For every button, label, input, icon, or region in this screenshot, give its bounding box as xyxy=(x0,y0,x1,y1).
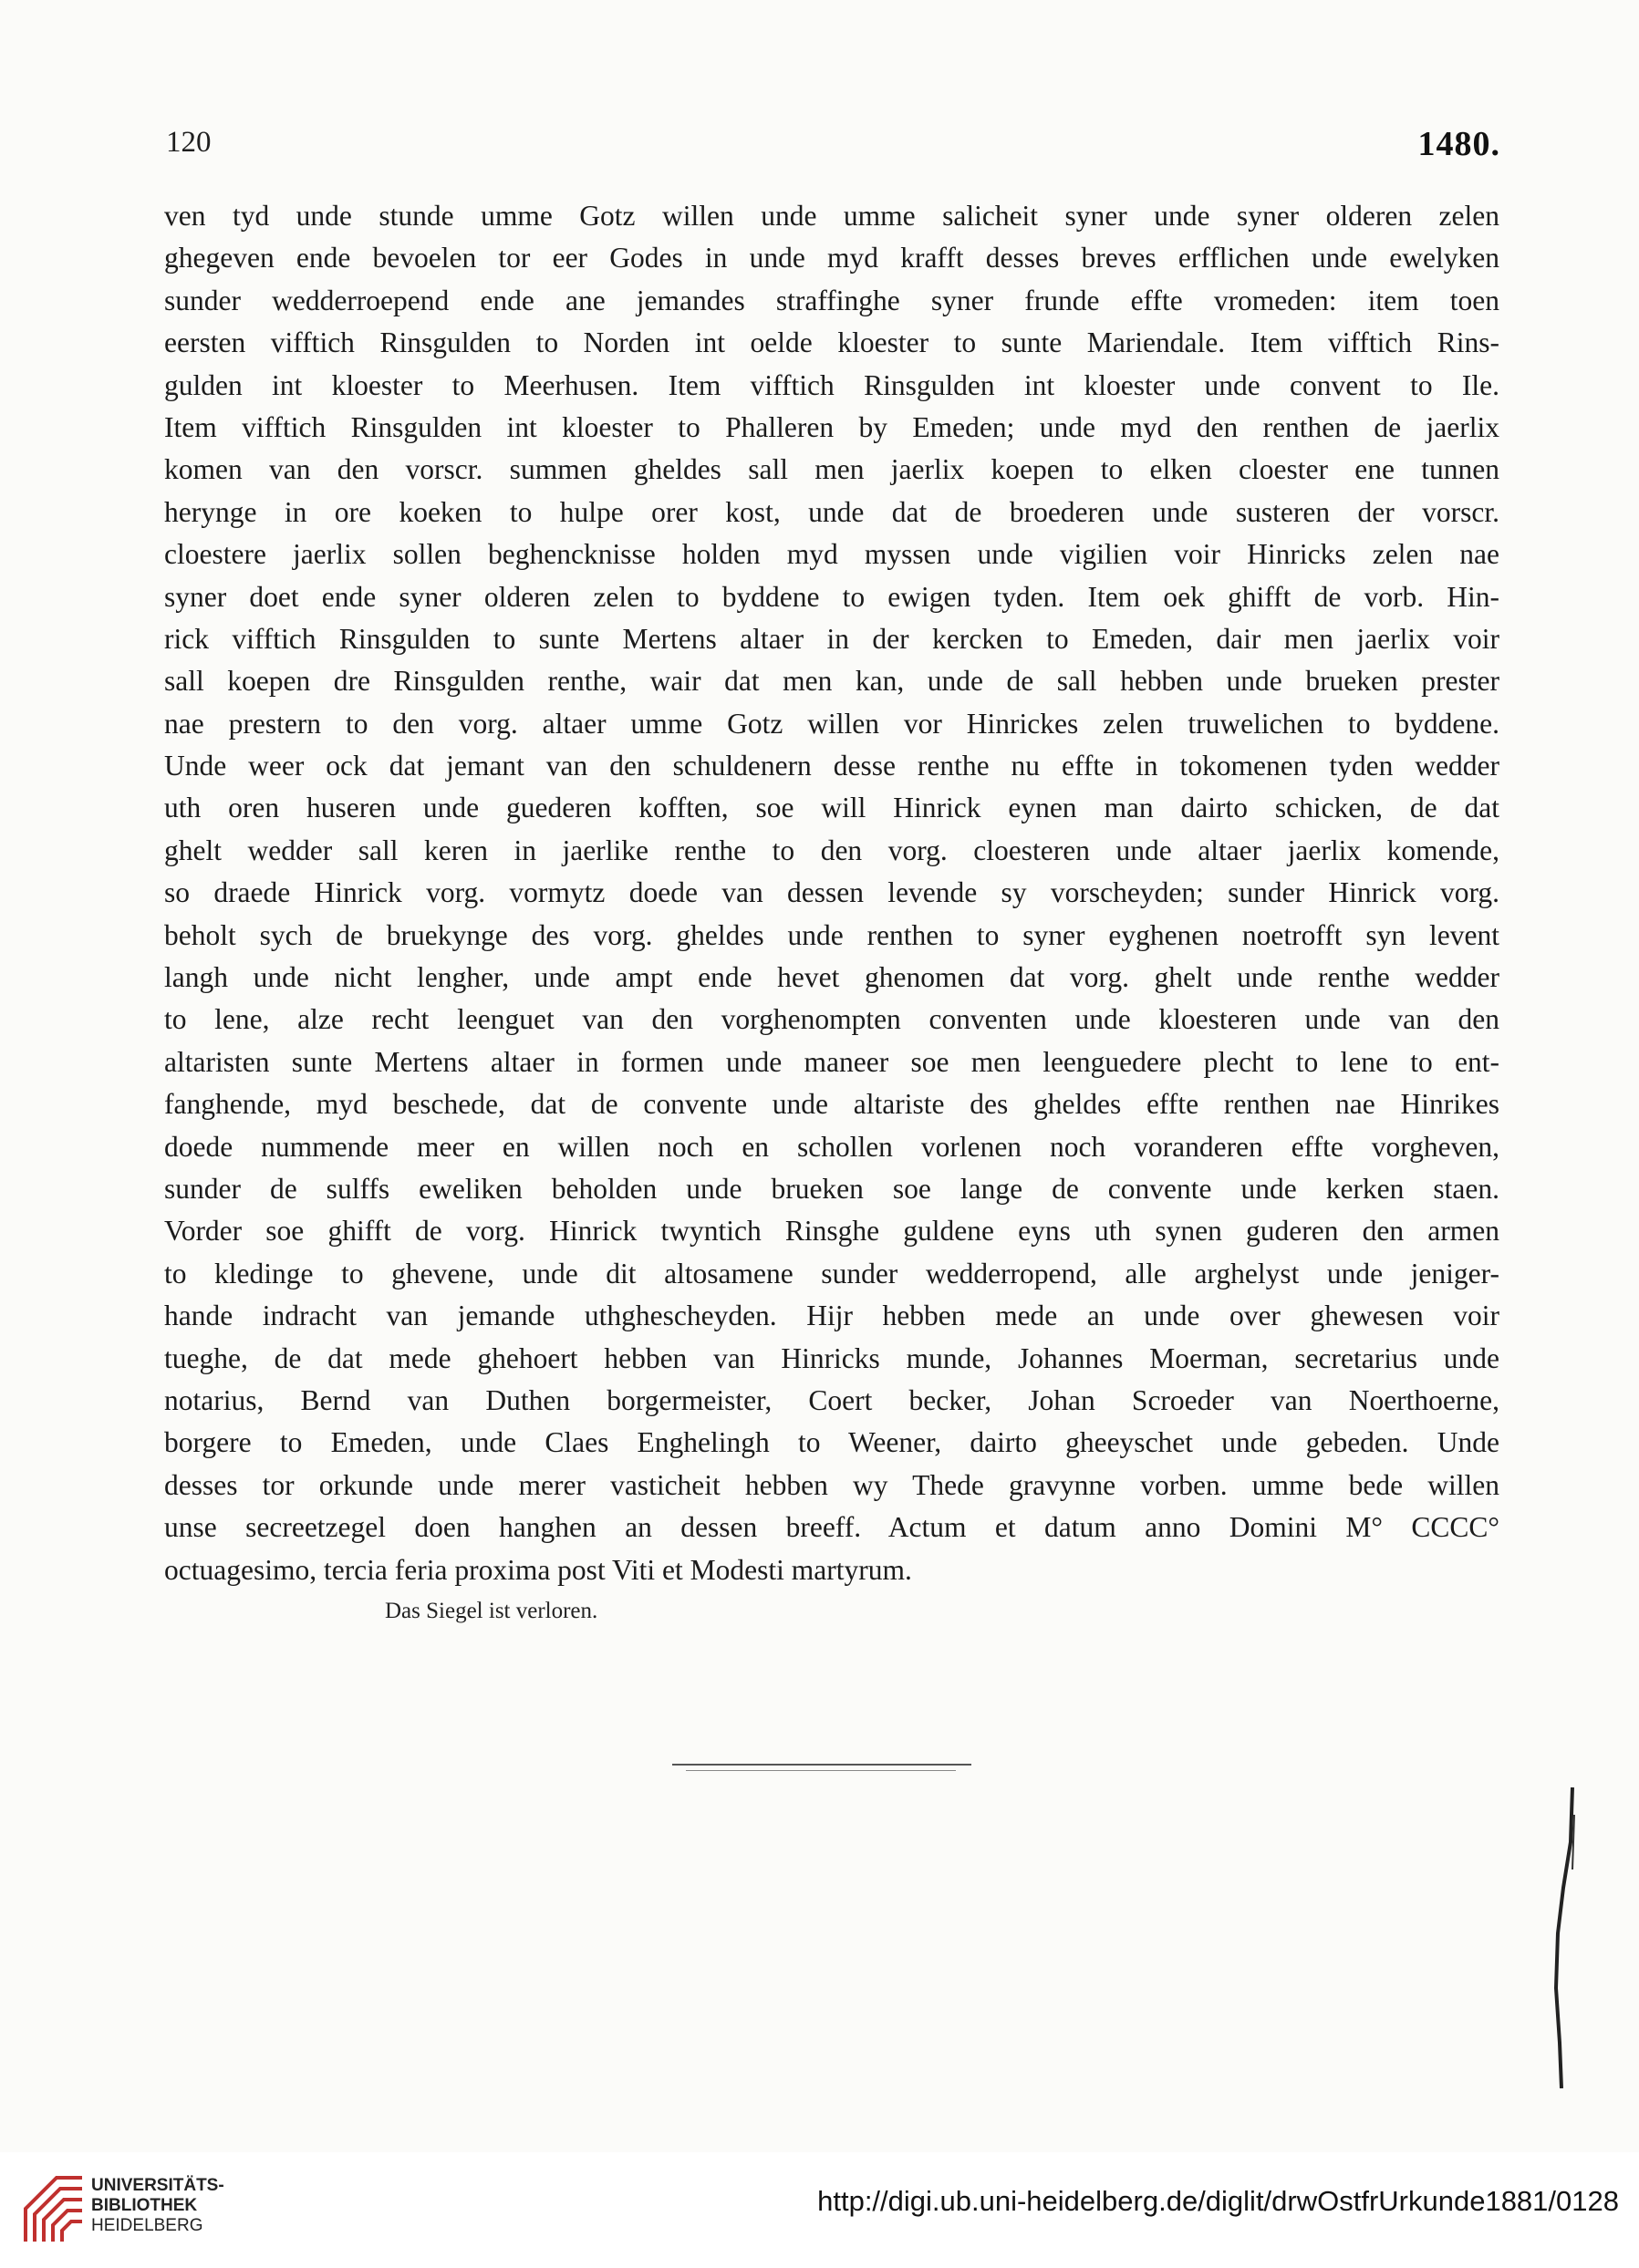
text-line: hande indracht van jemande uthghescheyden. Hijr hebben mede an unde over ghewesen voir xyxy=(164,1300,1499,1332)
text-line: Vorder soe ghifft de vorg. Hinrick twyntich Rinsghe guldene eyns uth synen guderen den armen xyxy=(164,1215,1499,1248)
library-name-line: BIBLIOTHEK xyxy=(91,2196,198,2215)
closing-rule-thin xyxy=(686,1770,956,1771)
page-number: 120 xyxy=(166,126,212,159)
text-line: ghegeven ende bevoelen tor eer Godes in unde myd krafft desses breves erfflichen unde ewelyken xyxy=(164,242,1499,274)
text-line: cloestere jaerlix sollen beghencknisse holden myd myssen unde vigilien voir Hinricks zelen nae xyxy=(164,538,1499,571)
text-line: rick vifftich Rinsgulden to sunte Mertens altaer in der kercken to Emeden, dair men jaerlix voir xyxy=(164,622,1499,655)
text-line: desses tor orkunde unde merer vasticheit hebben wy Thede gravynne vorben. umme bede willen xyxy=(164,1468,1499,1501)
text-line: doede nummende meer en willen noch en schollen vorlenen noch voranderen effte vorgheven, xyxy=(164,1130,1499,1163)
text-line: borgere to Emeden, unde Claes Enghelingh to Weener, dairto gheeyschet unde gebeden. Unde xyxy=(164,1426,1499,1459)
text-line: beholt sych de bruekynge des vorg. gheldes unde renthen to syner eyghenen noetrofft syn levent xyxy=(164,918,1499,951)
text-line: unse secreetzegel doen hanghen an dessen breeff. Actum et datum anno Domini M° CCCC° xyxy=(164,1511,1499,1544)
text-line: Unde weer ock dat jemant van den schuldenern desse renthe nu effte in tokomenen tyden wedder xyxy=(164,750,1499,782)
text-line: uth oren huseren unde guederen kofften, soe will Hinrick eynen man dairto schicken, de dat xyxy=(164,792,1499,824)
text-line: altaristen sunte Mertens altaer in formen unde maneer soe men leenguedere plecht to lene to ent- xyxy=(164,1045,1499,1078)
text-line: ghelt wedder sall keren in jaerlike renthe to den vorg. cloesteren unde altaer jaerlix komende, xyxy=(164,834,1499,866)
text-line: gulden int kloester to Meerhusen. Item vifftich Rinsgulden int kloester unde convent to Ile. xyxy=(164,368,1499,401)
closing-rule xyxy=(672,1764,971,1766)
text-line: to lene, alze recht leenguet van den vorghenompten conventen unde kloesteren unde van den xyxy=(164,1003,1499,1036)
library-logo-icon xyxy=(20,2172,88,2247)
text-line: notarius, Bernd van Duthen borgermeister, Coert becker, Johan Scroeder van Noerthoerne, xyxy=(164,1383,1499,1416)
text-line: nae prestern to den vorg. altaer umme Gotz willen vor Hinrickes zelen truwelichen to byddene. xyxy=(164,707,1499,740)
margin-pencil-mark xyxy=(1551,1787,1578,2088)
text-line: ven tyd unde stunde umme Gotz willen unde umme salicheit syner unde syner olderen zelen xyxy=(164,200,1499,232)
text-line: Item vifftich Rinsgulden int kloester to Phalleren by Emeden; unde myd den renthen de jaerlix xyxy=(164,410,1499,443)
text-line: to kledinge to ghevene, unde dit altosamene sunder wedderropend, alle arghelyst unde jeniger- xyxy=(164,1257,1499,1289)
seal-note: Das Siegel ist verloren. xyxy=(385,1599,598,1623)
text-line: sunder wedderroepend ende ane jemandes straffinghe syner frunde effte vromeden: item toen xyxy=(164,284,1499,316)
text-line: syner doet ende syner olderen zelen to byddene to ewigen tyden. Item oek ghifft de vorb. Hin- xyxy=(164,580,1499,613)
running-header-year: 1480. xyxy=(1417,125,1500,163)
text-line: langh unde nicht lengher, unde ampt ende hevet ghenomen dat vorg. ghelt unde renthe wedder xyxy=(164,961,1499,994)
text-line: fanghende, myd beschede, dat de convente unde altariste des gheldes effte renthen nae Hinrikes xyxy=(164,1088,1499,1121)
library-name xyxy=(91,2176,224,2236)
text-line: sunder de sulffs eweliken beholden unde brueken soe lange de convente unde kerken staen. xyxy=(164,1172,1499,1205)
text-line: komen van den vorscr. summen gheldes sall men jaerlix koepen to elken cloester ene tunnen xyxy=(164,453,1499,486)
permalink-url[interactable]: http://digi.ub.uni-heidelberg.de/diglit/drwOstfrUrkunde1881/0128 xyxy=(817,2185,1619,2217)
text-line: sall koepen dre Rinsgulden renthe, wair dat men kan, unde de sall hebben unde brueken prester xyxy=(164,665,1499,698)
library-name-line: HEIDELBERG xyxy=(91,2216,203,2235)
text-line: tueghe, de dat mede ghehoert hebben van Hinricks munde, Johannes Moerman, secretarius unde xyxy=(164,1341,1499,1374)
text-line: eersten vifftich Rinsgulden to Norden int oelde kloester to sunte Mariendale. Item vifftich Rins- xyxy=(164,326,1499,359)
text-line: herynge in ore koeken to hulpe orer kost, unde dat de broederen unde susteren der vorscr. xyxy=(164,495,1499,528)
library-name-line: UNIVERSITÄTS- xyxy=(91,2176,224,2195)
text-line: octuagesimo, tercia feria proxima post Viti et Modesti martyrum. xyxy=(164,1553,912,1586)
charter-text xyxy=(164,195,1499,1591)
viewer-footer xyxy=(0,2152,1639,2268)
text-line: so draede Hinrick vorg. vormytz doede van dessen levende sy vorscheyden; sunder Hinrick vorg. xyxy=(164,876,1499,909)
